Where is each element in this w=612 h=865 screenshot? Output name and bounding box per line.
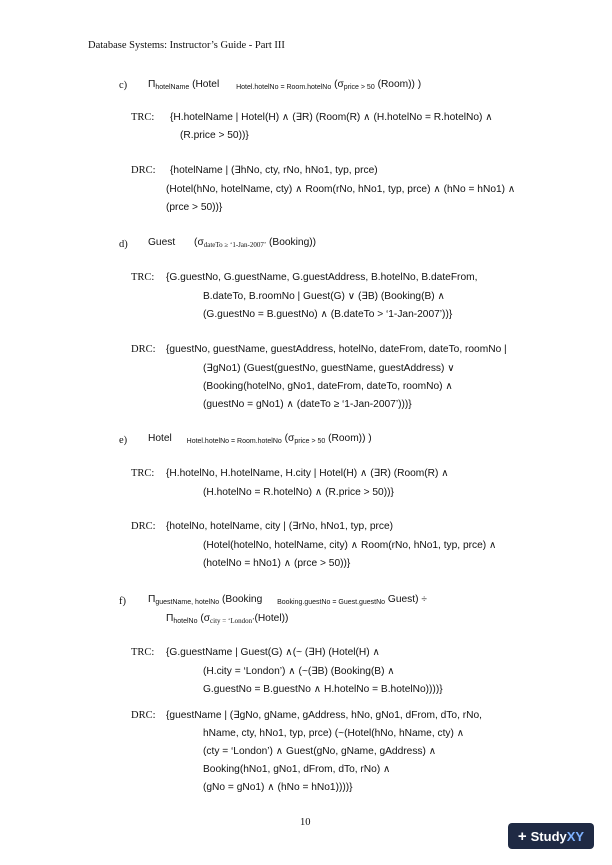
part-e-drc-line-2: (Hotel(hotelNo, hotelName, city) ∧ Room(rNo, hNo1, typ, prce) ∧ [203,540,497,551]
part-f-relational-algebra-line-1: $\Pi_{guestName, hotelNo}$ (Booking $_{Booking.guestNo = Guest.guestNo}$ Guest) ÷ [148,594,427,606]
part-f-label: f) [119,596,126,607]
part-c-drc-line-2: (Hotel(hNo, hotelName, cty) ∧ Room(rNo, hNo1, typ, prce) ∧ (hNo = hNo1) ∧ [166,184,516,195]
part-d-relational-algebra: Guest ($\sigma_{dateTo \ge ‘1-Jan-2007’}$ (Booking)) [148,237,317,249]
part-d-drc-line-3: (Booking(hotelNo, gNo1, dateFrom, dateTo, roomNo) ∧ [203,381,453,392]
pi-symbol: Π [166,613,174,624]
part-e-trc-line-1: {H.hotelNo, H.hotelName, H.city | Hotel(H) ∧ (∃R) (Room(R) ∧ [166,468,449,479]
part-e-label: e) [119,435,128,446]
part-f-trc-line-2: (H.city = ‘London’) ∧ (~(∃B) (Booking(B) ∧ [203,666,395,677]
studyxy-logo: + StudyXY [508,823,594,849]
part-f-drc-line-4: Booking(hNo1, gNo1, dFrom, dTo, rNo) ∧ [203,764,391,775]
part-d-drc-line-4: (guestNo = gNo1) ∧ (dateTo ≥ ‘1-Jan-2007’)))} [203,399,412,410]
trc-label: TRC: [131,272,155,283]
drc-label: DRC: [131,710,156,721]
sigma-symbol: σ [288,433,295,444]
part-d-label: d) [119,239,128,250]
part-e-relational-algebra: Hotel $_{Hotel.hotelNo = Room.hotelNo}$ ($\sigma_{price > 50}$ (Room)) ) [148,433,372,445]
part-f-trc-line-3: G.guestNo = B.guestNo ∧ H.hotelNo = B.hotelNo))))} [203,684,443,695]
part-d-trc-line-3: (G.guestNo = B.guestNo) ∧ (B.dateTo > ‘1-Jan-2007’))} [203,309,453,320]
sigma-symbol: σ [197,237,204,248]
pi-symbol: Π [148,594,156,605]
part-c-trc-line-1: {H.hotelName | Hotel(H) ∧ (∃R) (Room(R) ∧ (H.hotelNo = R.hotelNo) ∧ [170,112,493,123]
drc-label: DRC: [131,344,156,355]
sigma-symbol: σ [203,613,211,624]
part-f-drc-line-5: (gNo = gNo1) ∧ (hNo = hNo1))))} [203,782,353,793]
part-e-drc-line-3: (hotelNo = hNo1) ∧ (prce > 50))} [203,558,351,569]
part-d-trc-line-1: {G.guestNo, G.guestName, G.guestAddress, B.hotelNo, B.dateFrom, [166,272,478,283]
part-c-trc-line-2: (R.price > 50))} [180,130,249,141]
drc-label: DRC: [131,521,156,532]
join-condition: Hotel.hotelNo = Room.hotelNo [236,84,332,91]
part-c-drc-line-3: (prce > 50))} [166,202,223,213]
join-condition: Hotel.hotelNo = Room.hotelNo [186,438,282,445]
part-d-trc-line-2: B.dateTo, B.roomNo | Guest(G) ∨ (∃B) (Booking(B) ∧ [203,291,445,302]
trc-label: TRC: [131,468,155,479]
part-f-trc-line-1: {G.guestName | Guest(G) ∧(~ (∃H) (Hotel(H) ∧ [166,647,380,658]
part-d-drc-line-1: {guestNo, guestName, guestAddress, hotelNo, dateFrom, dateTo, roomNo | [166,344,507,355]
part-f-drc-line-3: (cty = ‘London’) ∧ Guest(gNo, gName, gAddress) ∧ [203,746,437,757]
part-c-label: c) [119,80,128,91]
plus-icon: + [517,827,527,845]
part-c-relational-algebra: $\Pi_{hotelName}$ (Hotel $_{Hotel.hotelNo = Room.hotelNo}$ ($\sigma_{price > 50}$ (Room)) ) [148,79,422,91]
part-c-drc-line-1: {hotelName | (∃hNo, cty, rNo, hNo1, typ, prce) [170,165,378,176]
part-e-trc-line-2: (H.hotelNo = R.hotelNo) ∧ (R.price > 50))} [203,487,394,498]
sigma-symbol: σ [337,79,344,90]
page-number: 10 [300,817,311,828]
part-e-drc-line-1: {hotelNo, hotelName, city | (∃rNo, hNo1, typ, prce) [166,521,394,532]
part-f-relational-algebra-line-2: $\Pi_{hotelNo}$ $(\sigma_{city = ‘London’}(Hotel))$ [166,613,289,625]
trc-label: TRC: [131,112,155,123]
part-f-drc-line-1: {guestName | (∃gNo, gName, gAddress, hNo, gNo1, dFrom, dTo, rNo, [166,710,482,721]
join-condition: Booking.guestNo = Guest.guestNo [277,599,386,606]
drc-label: DRC: [131,165,156,176]
part-d-drc-line-2: (∃gNo1) (Guest(guestNo, guestName, guestAddress) ∨ [203,363,455,374]
pi-symbol: Π [148,79,156,90]
part-f-drc-line-2: hName, cty, hNo1, typ, prce) (~(Hotel(hNo, hName, cty) ∧ [203,728,465,739]
trc-label: TRC: [131,647,155,658]
page-header: Database Systems: Instructor’s Guide - Part III [88,40,285,51]
